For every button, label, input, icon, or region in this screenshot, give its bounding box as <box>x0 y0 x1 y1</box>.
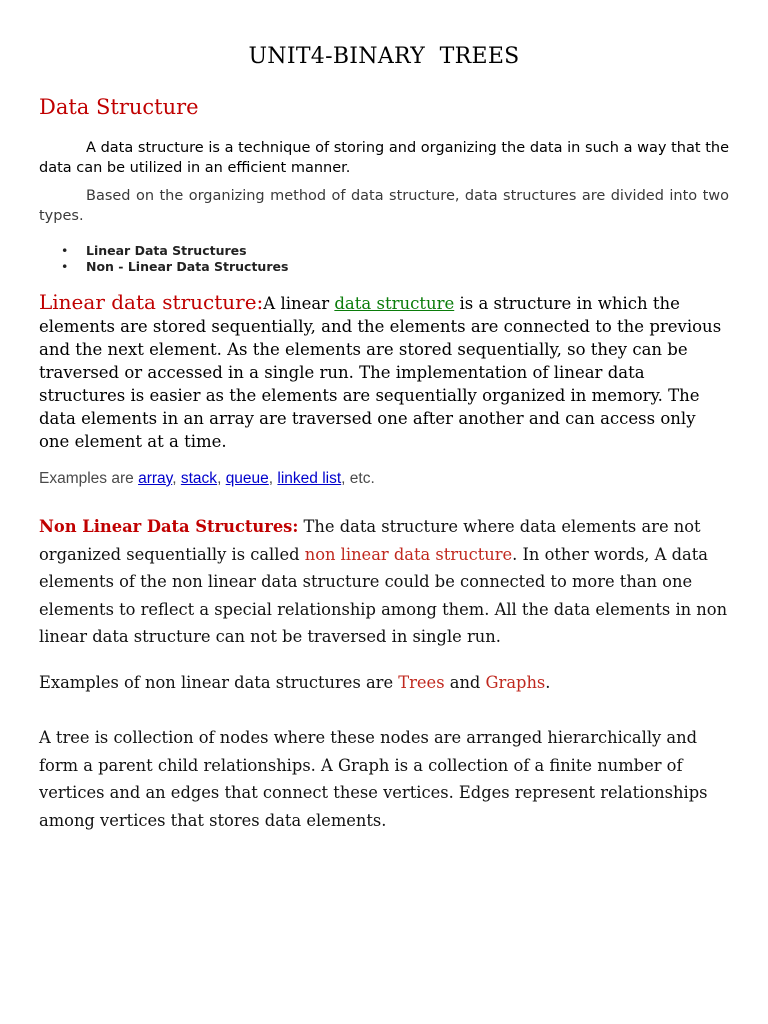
list-item: • Linear Data Structures <box>61 243 288 259</box>
linear-heading: Linear data structure: <box>39 290 264 314</box>
intro-paragraph: A data structure is a technique of storing and organizing the data in such a way that the data can be utilized in an efficient manner. <box>39 140 729 176</box>
graphs-term: Graphs <box>485 673 546 692</box>
non-linear-heading: Non Linear Data Structures: <box>39 517 299 536</box>
section-heading-data-structure: Data Structure <box>39 95 199 119</box>
stack-link[interactable]: stack <box>180 470 218 487</box>
array-link[interactable]: array <box>138 470 173 487</box>
tree-paragraph: A tree is collection of nodes where these nodes are arranged hierarchically and form a parent child relationships. A Graph is a collection of a finite number of vertices and an edges that connect these vertices. Edges represent relationships among vertices that stores data elements. <box>39 728 708 830</box>
linear-paragraph: Linear data structure:A linear data structure is a structure in which the elements are stored sequentially, and the elements are connected to the previous and the next element. As the elements are stored sequentially, so they can be traversed or accessed in a single run. The implementation of linear data structures is easier as the elements are sequentially organized in memory. The data elements in an array are traversed one after another and can access only one element at a time. <box>39 290 722 451</box>
types-list <box>61 243 288 275</box>
linked-list-link[interactable]: linked list <box>277 470 342 487</box>
non-linear-term: non linear data structure <box>304 544 513 564</box>
non-linear-paragraph: Non Linear Data Structures: The data structure where data elements are not organized sequentially is called non linear data structure. In other words, A data elements of the non linear data structure could be connected to more than one elements to reflect a special relationship among them. All the data elements in non linear data structure can not be traversed in single run. <box>39 517 728 646</box>
queue-link[interactable]: queue <box>225 470 269 487</box>
data-structure-link[interactable]: data structure <box>334 294 455 313</box>
linear-examples-line: Examples are array, stack, queue, linked list, etc. <box>39 470 375 487</box>
document-title: UNIT4-BINARY TREES <box>248 44 520 69</box>
types-paragraph: Based on the organizing method of data structure, data structures are divided into two types. <box>39 188 729 224</box>
non-linear-examples-line: Examples of non linear data structures are Trees and Graphs. <box>39 673 551 692</box>
list-item: • Non - Linear Data Structures <box>61 259 288 275</box>
trees-term: Trees <box>398 673 445 692</box>
